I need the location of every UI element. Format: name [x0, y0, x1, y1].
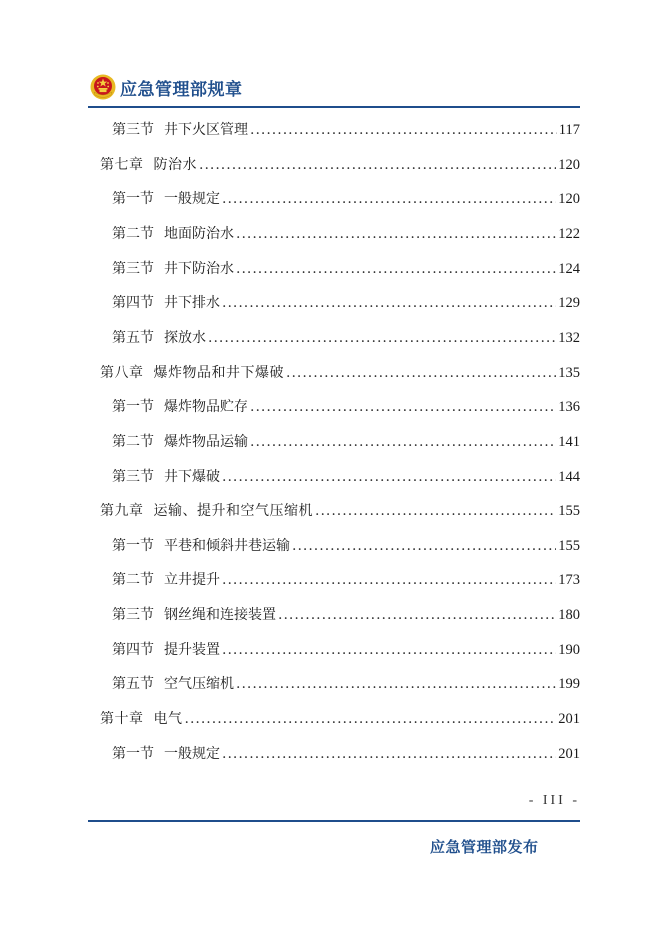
toc-entry[interactable]: [100, 362, 580, 384]
toc-entry-title: 爆炸物品贮存: [164, 399, 248, 416]
toc-entry-number: 第二节: [112, 572, 154, 589]
toc-entry-label: [100, 500, 313, 522]
toc-entry-label: [112, 535, 290, 557]
toc-entry[interactable]: [100, 500, 580, 522]
toc-entry-page: 135: [558, 364, 580, 381]
toc-entry-title: 井下防治水: [164, 260, 234, 277]
toc-entry-page: 117: [558, 122, 580, 138]
toc-entry[interactable]: [112, 639, 580, 661]
toc-entry-label: [112, 223, 234, 245]
toc-entry-page: 132: [558, 329, 580, 346]
toc-leader-dots: [250, 396, 556, 418]
toc-entry-title: 地面防治水: [164, 225, 234, 242]
toc-leader-dots: [222, 466, 556, 488]
toc-entry[interactable]: [112, 188, 580, 210]
toc-entry[interactable]: [112, 431, 580, 453]
toc-entry-number: 第一节: [112, 399, 154, 416]
toc-entry-title: 空气压缩机: [164, 676, 234, 693]
toc-entry-title: 井下排水: [164, 295, 220, 312]
toc-entry-title: 一般规定: [164, 191, 220, 208]
toc-entry-title: 一般规定: [164, 745, 220, 762]
toc-leader-dots: [236, 673, 556, 695]
toc-leader-dots: [278, 604, 556, 626]
toc-entry[interactable]: [112, 327, 580, 349]
toc-entry-label: [112, 673, 234, 695]
toc-entry[interactable]: [112, 535, 580, 557]
toc-entry-label: [112, 431, 248, 453]
toc-entry-page: 201: [558, 711, 580, 728]
toc-entry-number: 第三节: [112, 260, 154, 277]
toc-entry-label: [100, 154, 197, 176]
toc-leader-dots: [222, 569, 556, 591]
toc-leader-dots: [250, 431, 556, 453]
toc-entry-label: [100, 362, 284, 384]
toc-entry[interactable]: [112, 743, 580, 765]
toc-entry-label: [112, 188, 220, 210]
toc-entry-label: [112, 569, 220, 591]
toc-entry-number: 第三节: [112, 468, 154, 485]
toc-entry-number: 第九章: [100, 503, 144, 520]
toc-entry-title: 电气: [153, 711, 183, 728]
toc-entry-number: 第一节: [112, 191, 154, 208]
toc-entry-label: [112, 292, 220, 314]
toc-leader-dots: [222, 188, 556, 210]
toc-entry-page: 124: [558, 260, 580, 277]
toc-entry-label: [112, 119, 248, 141]
page-number: - III -: [528, 793, 580, 808]
toc-entry-page: 180: [558, 607, 580, 624]
toc-entry-label: [112, 466, 220, 488]
toc-entry-number: 第二节: [112, 433, 154, 450]
toc-entry-title: 爆炸物品和井下爆破: [153, 364, 284, 381]
toc-leader-dots: [199, 154, 556, 176]
toc-entry-number: 第七章: [100, 156, 144, 173]
toc-entry-title: 井下爆破: [164, 468, 220, 485]
toc-entry-number: 第一节: [112, 537, 154, 554]
toc-entry-title: 运输、提升和空气压缩机: [153, 503, 313, 520]
toc-leader-dots: [315, 500, 556, 522]
toc-entry-number: 第一节: [112, 745, 154, 762]
toc-entry-title: 立井提升: [164, 572, 220, 589]
toc-entry[interactable]: [100, 154, 580, 176]
toc-entry-number: 第二节: [112, 225, 154, 242]
toc-leader-dots: [286, 362, 556, 384]
toc-entry[interactable]: [112, 258, 580, 280]
toc-entry-title: 探放水: [164, 329, 206, 346]
toc-entry-number: 第五节: [112, 676, 154, 693]
toc-entry-label: [112, 258, 234, 280]
toc-entry-title: 防治水: [153, 156, 197, 173]
toc-entry-label: [112, 743, 220, 765]
toc-entry-title: 井下火区管理: [164, 122, 248, 138]
toc-leader-dots: [250, 119, 557, 141]
toc-entry[interactable]: [112, 569, 580, 591]
toc-entry-label: [112, 396, 248, 418]
toc-entry[interactable]: [100, 708, 580, 730]
footer-divider: [88, 820, 580, 822]
toc-entry-number: 第四节: [112, 641, 154, 658]
toc-leader-dots: [236, 258, 556, 280]
toc-entry-title: 爆炸物品运输: [164, 433, 248, 450]
toc-entry-number: 第八章: [100, 364, 144, 381]
toc-leader-dots: [185, 708, 557, 730]
toc-entry-number: 第十章: [100, 711, 144, 728]
toc-entry-page: 122: [558, 225, 580, 242]
toc-leader-dots: [222, 292, 556, 314]
toc-entry[interactable]: [112, 673, 580, 695]
toc-leader-dots: [208, 327, 556, 349]
toc-entry-page: 201: [558, 745, 580, 762]
toc-leader-dots: [222, 639, 556, 661]
toc-entry[interactable]: [112, 396, 580, 418]
toc-entry-number: 第五节: [112, 329, 154, 346]
toc-entry[interactable]: [112, 604, 580, 626]
toc-entry[interactable]: [112, 223, 580, 245]
toc-entry-page: 199: [558, 676, 580, 693]
toc-leader-dots: [222, 743, 556, 765]
toc-entry-number: 第三节: [112, 122, 154, 138]
toc-entry-page: 120: [558, 156, 580, 173]
toc-entry-title: 提升装置: [164, 641, 220, 658]
toc-entry-page: 136: [558, 399, 580, 416]
toc-entry-label: [112, 604, 276, 626]
toc-entry-label: [112, 639, 220, 661]
toc-entry[interactable]: [112, 466, 580, 488]
toc-entry-page: 155: [558, 503, 580, 520]
toc-entry-page: 173: [558, 572, 580, 589]
toc-entry-page: 190: [558, 641, 580, 658]
toc-entry-page: 129: [558, 295, 580, 312]
toc-entry-label: [112, 327, 206, 349]
toc-entry-number: 第三节: [112, 607, 154, 624]
toc-entry-title: 钢丝绳和连接装置: [164, 607, 276, 624]
toc-leader-dots: [292, 535, 556, 557]
toc-entry-page: 155: [558, 537, 580, 554]
toc-entry-page: 141: [558, 433, 580, 450]
footer-publisher: 应急管理部发布: [430, 838, 539, 856]
toc-entry[interactable]: [112, 292, 580, 314]
toc-entry-label: [100, 708, 183, 730]
toc-entry-page: 120: [558, 191, 580, 208]
toc-entry[interactable]: [112, 119, 580, 141]
header-title: 应急管理部规章: [120, 79, 243, 100]
toc-entry-page: 144: [558, 468, 580, 485]
toc-entry-title: 平巷和倾斜井巷运输: [164, 537, 290, 554]
toc-entry-number: 第四节: [112, 295, 154, 312]
toc-leader-dots: [236, 223, 556, 245]
